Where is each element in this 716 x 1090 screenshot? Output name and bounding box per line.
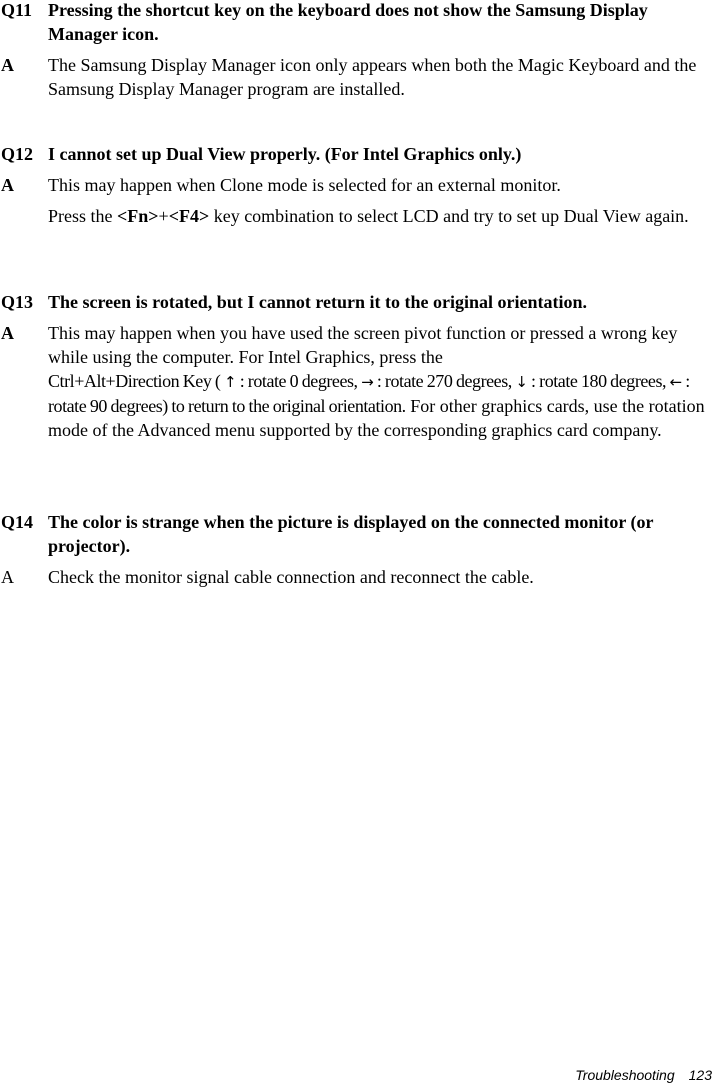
answer-text-extra: Press the <Fn>+<F4> key combination to select LCD and try to set up Dual View again.	[48, 206, 689, 226]
down-arrow-icon: ↓	[515, 373, 528, 391]
key-fn: <Fn>	[117, 206, 159, 226]
rotation-keys: Ctrl+Alt+Direction Key ( ↑ : rotate 0 degrees, → : rotate 270 degrees, ↓ : rotate 180 degrees, ← : rotate 90 degrees) to return to the original orientation.	[48, 371, 690, 416]
answer-text: Check the monitor signal cable connection and reconnect the cable.	[48, 567, 534, 587]
answer-row-extra	[0, 204, 716, 228]
question-label: Q12	[1, 144, 34, 164]
page-number: 123	[688, 1067, 712, 1083]
answer-text: This may happen when you have used the screen pivot function or pressed a wrong key while using the computer. For Intel Graphics, press the Ctrl+Alt+Direction Key ( ↑ : rotate 0 degrees, → : rotate 270 degrees, ↓ : rotate 180 degrees, ← : rotate 90 degrees) to return to the original orientation. For other graphics cards, use the rotation mode of the Advanced menu supported by the corresponding graphics card company.	[48, 323, 705, 440]
question-row	[0, 142, 716, 166]
answer-label: A	[1, 175, 14, 195]
faq-q13	[0, 290, 716, 442]
answer-row	[0, 53, 716, 101]
question-row	[0, 510, 716, 558]
answer-row	[0, 173, 716, 197]
answer-row	[0, 565, 716, 589]
answer-text: This may happen when Clone mode is selected for an external monitor.	[48, 175, 561, 195]
question-text: Pressing the shortcut key on the keyboard does not show the Samsung Display Manager icon.	[48, 0, 648, 44]
left-arrow-icon: ←	[669, 373, 682, 391]
faq-q14	[0, 510, 716, 589]
question-row	[0, 0, 716, 46]
question-label: Q13	[1, 292, 34, 312]
answer-label: A	[1, 55, 14, 75]
faq-q11	[0, 0, 716, 101]
question-text: I cannot set up Dual View properly. (For Intel Graphics only.)	[48, 144, 522, 164]
answer-text: The Samsung Display Manager icon only appears when both the Magic Keyboard and the Samsung Display Manager program are installed.	[48, 55, 697, 99]
question-row	[0, 290, 716, 314]
page-footer	[575, 1066, 712, 1084]
right-arrow-icon: →	[361, 373, 374, 391]
up-arrow-icon: ↑	[224, 373, 237, 391]
question-label: Q14	[1, 512, 34, 532]
answer-label: A	[1, 323, 14, 343]
answer-label: A	[1, 567, 14, 587]
question-text: The color is strange when the picture is displayed on the connected monitor (or projector).	[48, 512, 654, 556]
footer-section-title: Troubleshooting	[575, 1067, 675, 1083]
answer-row	[0, 321, 716, 442]
question-text: The screen is rotated, but I cannot return it to the original orientation.	[48, 292, 587, 312]
faq-q12	[0, 142, 716, 228]
key-f4: <F4>	[168, 206, 210, 226]
question-label: Q11	[1, 0, 33, 20]
